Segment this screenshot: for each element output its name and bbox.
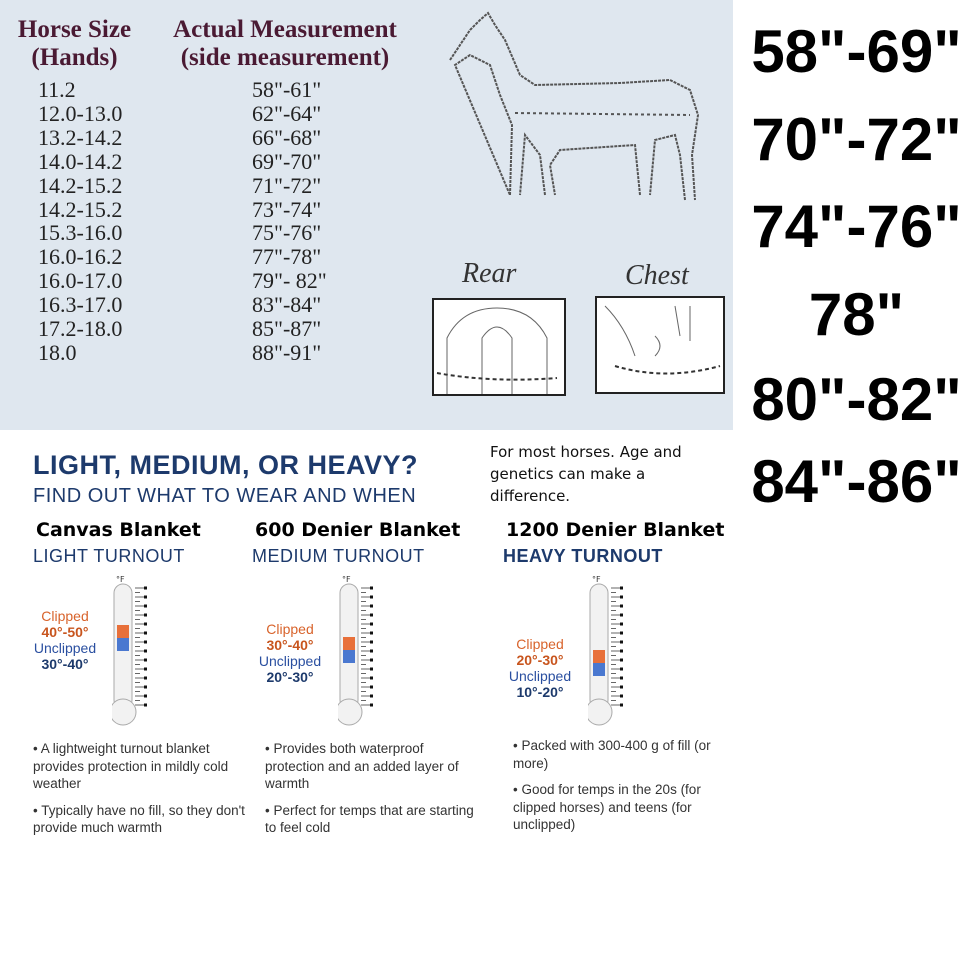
hands-cell: 17.2-18.0 bbox=[38, 316, 123, 342]
measurement-cell: 85"-87" bbox=[252, 316, 322, 342]
hands-cell: 12.0-13.0 bbox=[38, 100, 123, 126]
measurement-cell: 75"-76" bbox=[252, 220, 322, 246]
measurement-cell: 88"-91" bbox=[252, 339, 322, 365]
rear-label: Rear bbox=[462, 258, 517, 289]
bullet-point: • A lightweight turnout blanket provides protection in mildly cold weather bbox=[33, 741, 229, 791]
unclipped-label: Unclipped bbox=[508, 668, 572, 684]
header-measurement bbox=[165, 16, 405, 72]
measurement-cell: 58"-61" bbox=[252, 77, 322, 102]
temperature-labels bbox=[245, 621, 335, 685]
temperature-labels bbox=[20, 608, 110, 672]
measurement-cell: 77"-78" bbox=[252, 244, 322, 270]
hands-column bbox=[38, 78, 122, 365]
blanket-weight: LIGHT TURNOUT bbox=[33, 546, 185, 566]
hands-cell: 18.0 bbox=[38, 339, 77, 365]
unit-label: °F bbox=[116, 575, 125, 584]
blanket-description bbox=[513, 737, 728, 843]
unclipped-label: Unclipped bbox=[33, 640, 97, 656]
bullet-point: • Packed with 300-400 g of fill (or more) bbox=[513, 738, 711, 771]
unit-label: °F bbox=[592, 575, 601, 584]
header-measurement-line2: (side measurement) bbox=[180, 44, 390, 71]
clipped-range: 20°-30° bbox=[516, 652, 564, 668]
available-size: 58"-69" bbox=[751, 18, 962, 85]
unclipped-range: 30°-40° bbox=[41, 656, 89, 672]
blanket-name: 600 Denier Blanket bbox=[255, 519, 461, 541]
thermometer-icon bbox=[588, 572, 648, 732]
unclipped-range: 10°-20° bbox=[516, 684, 564, 700]
measurement-cell: 83"-84" bbox=[252, 292, 322, 318]
clipped-range: 40°-50° bbox=[41, 624, 89, 640]
hands-cell: 14.0-14.2 bbox=[38, 148, 123, 174]
available-size: 78" bbox=[808, 281, 905, 348]
size-chart-panel bbox=[0, 0, 733, 430]
available-size: 84"-86" bbox=[751, 448, 962, 515]
bullet-point: • Good for temps in the 20s (for clipped horses) and teens (for unclipped) bbox=[513, 782, 701, 832]
available-size: 70"-72" bbox=[751, 106, 962, 173]
header-hands-line2: (Hands) bbox=[31, 44, 118, 71]
chest-label: Chest bbox=[625, 260, 689, 291]
blanket-description bbox=[265, 740, 480, 846]
hands-cell: 14.2-15.2 bbox=[38, 196, 123, 222]
header-hands-line1: Horse Size bbox=[17, 16, 132, 43]
hands-cell: 16.0-16.2 bbox=[38, 244, 123, 270]
bullet-point: • Provides both waterproof protection and an added layer of warmth bbox=[265, 741, 459, 791]
available-size: 74"-76" bbox=[751, 193, 962, 260]
measurement-cell: 62"-64" bbox=[252, 100, 322, 126]
bullet-point: • Typically have no fill, so they don't provide much warmth bbox=[33, 802, 245, 835]
measurement-cell: 66"-68" bbox=[252, 124, 322, 150]
bullet-point: • Perfect for temps that are starting to feel cold bbox=[265, 802, 474, 835]
hands-cell: 16.0-17.0 bbox=[38, 268, 123, 294]
available-size: 80"-82" bbox=[751, 366, 962, 433]
thermometer-icon bbox=[112, 572, 172, 732]
measurement-cell: 71"-72" bbox=[252, 172, 322, 198]
measurement-cell: 79"- 82" bbox=[252, 268, 327, 294]
temperature-labels bbox=[495, 636, 585, 700]
measurement-cell: 69"-70" bbox=[252, 148, 322, 174]
hands-cell: 14.2-15.2 bbox=[38, 172, 123, 198]
chest-diagram bbox=[595, 296, 727, 396]
guide-subtitle: FIND OUT WHAT TO WEAR AND WHEN bbox=[33, 485, 417, 507]
hands-cell: 11.2 bbox=[38, 77, 76, 102]
rear-diagram bbox=[432, 298, 567, 398]
unclipped-label: Unclipped bbox=[258, 653, 322, 669]
unit-label: °F bbox=[342, 575, 351, 584]
blanket-name: Canvas Blanket bbox=[36, 519, 201, 541]
thermometer-icon bbox=[338, 572, 398, 732]
clipped-label: Clipped bbox=[516, 636, 564, 652]
hands-cell: 15.3-16.0 bbox=[38, 220, 123, 246]
blanket-weight: MEDIUM TURNOUT bbox=[252, 546, 425, 566]
clipped-label: Clipped bbox=[266, 621, 314, 637]
unclipped-range: 20°-30° bbox=[266, 669, 314, 685]
guide-title: LIGHT, MEDIUM, OR HEAVY? bbox=[33, 450, 419, 480]
hands-cell: 16.3-17.0 bbox=[38, 292, 123, 318]
horse-side-diagram bbox=[440, 5, 730, 215]
blanket-description bbox=[33, 740, 248, 846]
clipped-label: Clipped bbox=[41, 608, 89, 624]
measurement-column bbox=[252, 78, 327, 365]
guide-note: For most horses. Age and genetics can make a difference. bbox=[490, 443, 682, 505]
blanket-name: 1200 Denier Blanket bbox=[506, 519, 725, 541]
hands-cell: 13.2-14.2 bbox=[38, 124, 123, 150]
header-measurement-line1: Actual Measurement bbox=[173, 16, 397, 43]
measurement-cell: 73"-74" bbox=[252, 196, 322, 222]
blanket-weight: HEAVY TURNOUT bbox=[503, 546, 663, 566]
header-hands bbox=[12, 16, 137, 72]
clipped-range: 30°-40° bbox=[266, 637, 314, 653]
